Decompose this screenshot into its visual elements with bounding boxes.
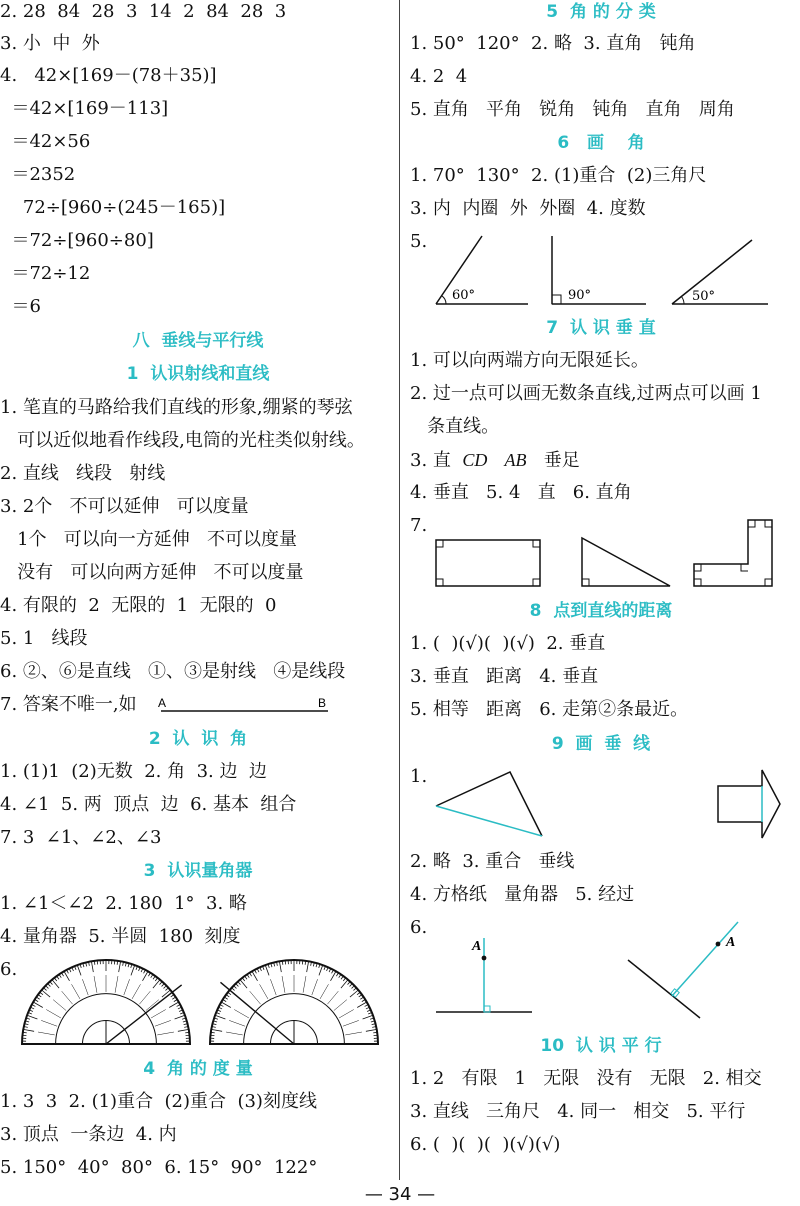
answer-line: 4. 有限的 2 无限的 1 无限的 0 [0, 595, 277, 616]
answer-line: 1. 50° 120° 2. 略 3. 直角 钝角 [410, 33, 696, 54]
answer-line: ＝42×[169－113] [0, 98, 169, 119]
answer-line: 2. 过一点可以画无数条直线,过两点可以画 1 [410, 383, 762, 404]
answer-line: 1. (1)1 (2)无数 2. 角 3. 边 边 [0, 761, 267, 782]
q3-tail: 垂足 [543, 450, 580, 471]
angle-50-label: 50° [692, 289, 716, 304]
answer-line: 5. 相等 距离 6. 走第②条最近。 [410, 699, 689, 720]
point-a-label-right: A [726, 935, 736, 950]
answer-line: 6. [0, 959, 18, 980]
section-heading: 3 认识量角器 [143, 861, 253, 881]
section-heading: 7 认 识 垂 直 [546, 318, 656, 338]
answer-line: 1. 70° 130° 2. (1)重合 (2)三角尺 [410, 165, 707, 186]
section-heading: 1 认识射线和直线 [126, 364, 270, 384]
drawn-angles-figure [432, 232, 782, 308]
answer-line: 1. 笔直的马路给我们直线的形象,绷紧的琴弦 [0, 397, 353, 418]
answer-line: 没有 可以向两方延伸 不可以度量 [0, 562, 304, 583]
answer-line: 1. 3 3 2. (1)重合 (2)重合 (3)刻度线 [0, 1091, 317, 1112]
angle-50 [672, 240, 768, 304]
section-heading: 5 角 的 分 类 [546, 2, 656, 22]
answer-line: ＝72÷12 [0, 263, 91, 284]
answer-line: ＝72÷[960÷80] [0, 230, 154, 251]
protractor [210, 960, 378, 1044]
protractor-figure [18, 966, 388, 1050]
section-heading: 2 认 识 角 [148, 729, 248, 749]
protractor [22, 960, 190, 1044]
answer-line: 2. 28 84 28 3 14 2 84 28 3 [0, 1, 287, 22]
answer-line: 5. [410, 231, 428, 252]
answer-line: 7. [410, 515, 428, 536]
answer-line: 1. ( )(√)( )(√) 2. 垂直 [410, 633, 606, 654]
answer-line: 1. [410, 766, 428, 787]
answer-line: 4. 方格纸 量角器 5. 经过 [410, 884, 635, 905]
answer-line: 5. 直角 平角 锐角 钝角 直角 周角 [410, 99, 735, 120]
answer-line: 72÷[960÷(245－165)] [0, 197, 226, 218]
answer-line-q3 [410, 448, 580, 473]
angle-90 [552, 236, 646, 304]
answer-line: 1个 可以向一方延伸 不可以度量 [0, 529, 297, 550]
answer-line: 1. 2 有限 1 无限 没有 无限 2. 相交 [410, 1068, 762, 1089]
column-divider [399, 0, 400, 1180]
q3-cd: CD [462, 450, 488, 470]
answer-line: 3. 垂直 距离 4. 垂直 [410, 666, 599, 687]
answer-line: 7. 答案不唯一,如 [0, 694, 137, 715]
answer-line: ＝6 [0, 296, 41, 317]
answer-line: 4. 量角器 5. 半圆 180 刻度 [0, 926, 241, 947]
answer-line: 6. [410, 917, 428, 938]
answer-line: 3. 小 中 外 [0, 33, 100, 54]
answer-line: ＝42×56 [0, 131, 91, 152]
right-triangle-shape [582, 538, 670, 586]
q3-prefix: 3. 直 [410, 450, 463, 471]
angle-60-label: 60° [452, 288, 476, 303]
answer-line: 4. ∠1 5. 两 顶点 边 6. 基本 组合 [0, 794, 297, 815]
section-heading: 8 点到直线的距离 [529, 601, 673, 621]
answer-line: 3. 内 内圈 外 外圈 4. 度数 [410, 198, 646, 219]
answer-line: 1. 可以向两端方向无限延长。 [410, 350, 649, 371]
answer-line: 4. 2 4 [410, 66, 468, 87]
angle-60 [436, 236, 528, 304]
rectangle-shape [436, 540, 540, 586]
answer-line: 2. 略 3. 重合 垂线 [410, 851, 575, 872]
answer-line: ＝2352 [0, 164, 76, 185]
section-heading: 4 角 的 度 量 [143, 1059, 253, 1079]
page-number: — 34 — [364, 1184, 436, 1205]
answer-line: 6. ②、⑥是直线 ①、③是射线 ④是线段 [0, 661, 346, 682]
answer-line: 2. 直线 线段 射线 [0, 463, 166, 484]
arrow-figure [718, 770, 780, 838]
answer-line: 1. ∠1＜∠2 2. 180 1° 3. 略 [0, 893, 247, 914]
q3-ab: AB [504, 450, 527, 470]
left-perpendicular [436, 938, 532, 1012]
chapter-heading: 八 垂线与平行线 [132, 331, 264, 351]
triangle-figure [436, 772, 542, 836]
section-heading: 6 画 角 [557, 133, 645, 153]
point-a-label-left: A [472, 939, 482, 954]
answer-line: 3. 顶点 一条边 4. 内 [0, 1124, 177, 1145]
l-shape [694, 520, 772, 586]
answer-line: 3. 直线 三角尺 4. 同一 相交 5. 平行 [410, 1101, 746, 1122]
answer-line: 4. 42×[169－(78＋35)] [0, 65, 217, 86]
answer-line: 5. 1 线段 [0, 628, 88, 649]
segment-ab-figure [158, 694, 338, 720]
angle-90-label: 90° [568, 288, 592, 303]
answer-line: 3. 2个 不可以延伸 可以度量 [0, 496, 249, 517]
right-angle-shapes-figure [432, 518, 782, 590]
point-a-label: A [158, 696, 167, 710]
section-heading: 10 认 识 平 行 [540, 1036, 662, 1056]
answer-line: 5. 150° 40° 80° 6. 15° 90° 122° [0, 1157, 318, 1178]
answer-line: 可以近似地看作线段,电筒的光柱类似射线。 [0, 430, 365, 451]
answer-line: 6. ( )( )( )(√)(√) [410, 1134, 561, 1155]
point-b-label: B [318, 696, 327, 710]
answer-line: 条直线。 [410, 416, 500, 437]
section-heading: 9 画 垂 线 [551, 734, 651, 754]
answer-line: 7. 3 ∠1、∠2、∠3 [0, 827, 162, 848]
point-to-line-figure [432, 920, 782, 1020]
right-perpendicular [628, 922, 738, 1018]
perpendicular-figures [432, 768, 784, 844]
answer-line: 4. 垂直 5. 4 直 6. 直角 [410, 482, 632, 503]
